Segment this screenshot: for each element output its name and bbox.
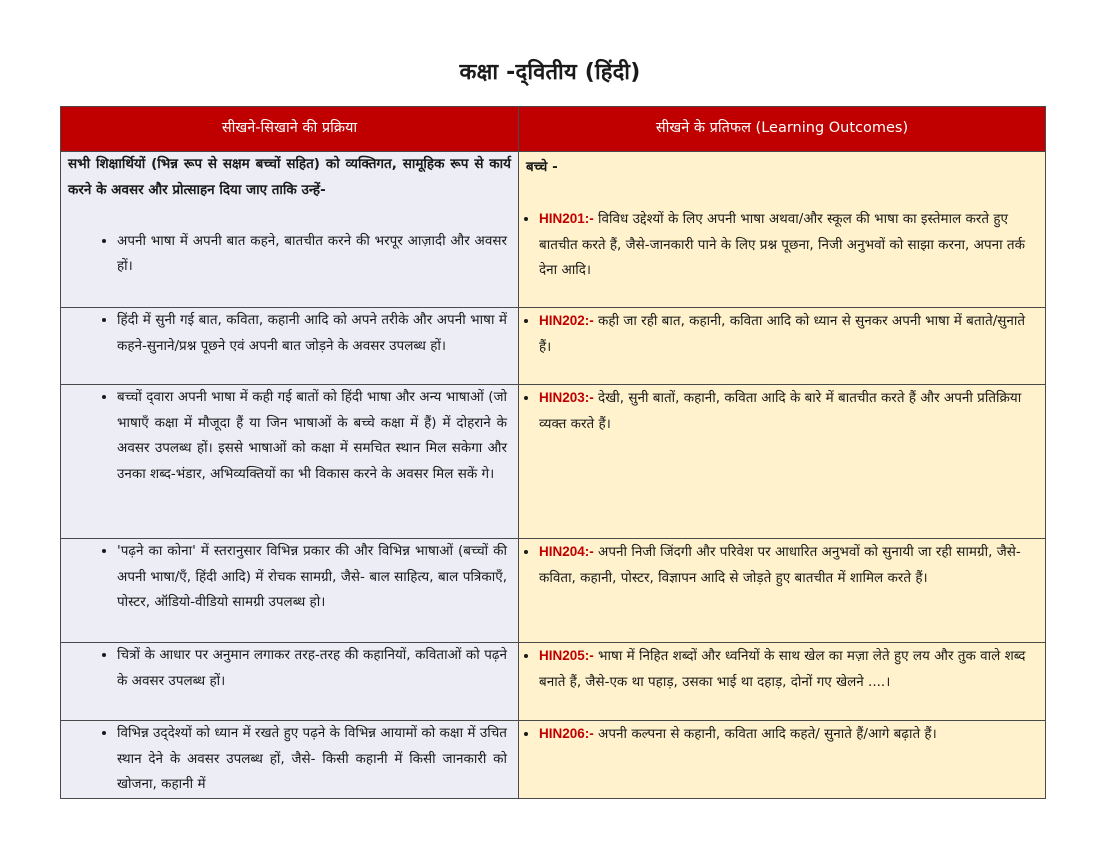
process-intro: सभी शिक्षार्थियों (भिन्न रूप से सक्षम बच्चों सहित) को व्यक्तिगत, सामूहिक रूप से कार्य करने के अवसर और प्रोत्साहन दिया जाए ताकि उन्हें- bbox=[68, 156, 511, 198]
table-row bbox=[61, 152, 1046, 308]
outcome-list bbox=[526, 385, 1038, 437]
table-row bbox=[61, 721, 1046, 799]
outcome-item bbox=[539, 385, 1038, 437]
outcome-list bbox=[526, 206, 1038, 284]
outcome-list bbox=[526, 308, 1038, 360]
header-learning-outcomes: सीखने के प्रतिफल (Learning Outcomes) bbox=[519, 107, 1046, 152]
table-row bbox=[61, 539, 1046, 643]
outcome-text: अपनी कल्पना से कहानी, कविता आदि कहते/ सुनाते हैं/आगे बढ़ाते हैं। bbox=[593, 726, 937, 742]
outcome-text: अपनी निजी जिंदगी और परिवेश पर आधारित अनुभवों को सुनायी जा रही सामग्री, जैसे- कविता, कहानी, पोस्टर, विज्ञापन आदि से जोड़ते हुए बातचीत में शामिल करते हैं। bbox=[539, 544, 1021, 586]
outcome-cell bbox=[519, 539, 1046, 643]
outcome-code: HIN202:- bbox=[539, 313, 594, 328]
outcome-cell bbox=[519, 308, 1046, 385]
outcome-item bbox=[539, 539, 1038, 591]
outcome-cell bbox=[519, 643, 1046, 721]
process-cell bbox=[61, 643, 519, 721]
outcome-list bbox=[526, 539, 1038, 591]
table-row bbox=[61, 643, 1046, 721]
outcome-code: HIN204:- bbox=[539, 544, 594, 559]
process-cell bbox=[61, 721, 519, 799]
outcome-code: HIN205:- bbox=[539, 648, 594, 663]
page-title: कक्षा -द्‌वितीय (हिंदी) bbox=[459, 60, 641, 85]
process-cell bbox=[61, 152, 519, 308]
outcome-list bbox=[526, 721, 1038, 748]
process-item: • बच्चों द्‌वारा अपनी भाषा में कही गई बातों को हिंदी भाषा और अन्य भाषाओं (जो भाषाएँ कक्षा में मौजूदा हैं या जिन भाषाओं के बच्चे कक्षा में हैं) में दोहराने के अवसर उपलब्ध हों। इससे भाषाओं को कक्षा में समचित स्थान मिल सकेगा और उनका शब्द-भंडार, अभिव्यक्तियों का भी विकास करने के अवसर मिल सकें गे। bbox=[117, 385, 511, 487]
process-cell bbox=[61, 385, 519, 539]
outcome-item bbox=[539, 721, 1038, 748]
outcome-text: कही जा रही बात, कहानी, कविता आदि को ध्यान से सुनकर अपनी भाषा में बताते/सुनाते हैं। bbox=[539, 313, 1026, 355]
outcome-text: भाषा में निहित शब्दों और ध्वनियों के साथ खेल का मज़ा लेते हुए लय और तुक वाले शब्द बनाते हैं, जैसे-एक था पहाड़, उसका भाई था दहाड़, दोनों गए खेलने ....। bbox=[539, 648, 1026, 690]
process-list bbox=[68, 539, 511, 616]
process-list bbox=[68, 721, 511, 798]
outcome-cell bbox=[519, 152, 1046, 308]
learning-outcomes-table bbox=[60, 106, 1046, 799]
process-list bbox=[68, 385, 511, 487]
process-list bbox=[68, 229, 511, 280]
outcome-code: HIN201:- bbox=[539, 211, 594, 226]
table-row bbox=[61, 385, 1046, 539]
header-teaching-process: सीखने-सिखाने की प्रक्रिया bbox=[61, 107, 519, 152]
outcome-intro: बच्चे - bbox=[526, 159, 558, 175]
table-row bbox=[61, 308, 1046, 385]
outcome-item bbox=[539, 308, 1038, 360]
process-list bbox=[68, 308, 511, 359]
table-header-row bbox=[61, 107, 1046, 152]
outcome-text: विविध उद्देश्यों के लिए अपनी भाषा अथवा/और स्कूल की भाषा का इस्तेमाल करते हुए बातचीत करते हैं, जैसे-जानकारी पाने के लिए प्रश्न पूछना, निजी अनुभवों को साझा करना, अपना तर्क देना आदि। bbox=[539, 211, 1025, 278]
outcome-item bbox=[539, 643, 1038, 695]
process-cell bbox=[61, 308, 519, 385]
process-item: • विभिन्न उद्‌देश्यों को ध्यान में रखते हुए पढ़ने के विभिन्न आयामों को कक्षा में उचित स्थान देने के अवसर उपलब्ध हों, जैसे- किसी कहानी में किसी जानकारी को खोजना, कहानी में bbox=[117, 721, 511, 798]
outcome-list bbox=[526, 643, 1038, 695]
process-item: • 'पढ़ने का कोना' में स्तरानुसार विभिन्न प्रकार की और विभिन्न भाषाओं (बच्चों की अपनी भाषा/एँ, हिंदी आदि) में रोचक सामग्री, जैसे- बाल साहित्य, बाल पत्रिकाएँ, पोस्टर, ऑडियो-वीडियो सामग्री उपलब्ध हो। bbox=[117, 539, 511, 616]
outcome-cell bbox=[519, 721, 1046, 799]
outcome-code: HIN203:- bbox=[539, 390, 594, 405]
process-list bbox=[68, 643, 511, 694]
outcome-cell bbox=[519, 385, 1046, 539]
process-cell bbox=[61, 539, 519, 643]
outcome-text: देखी, सुनी बातों, कहानी, कविता आदि के बारे में बातचीत करते हैं और अपनी प्रतिक्रिया व्यक्त करते हैं। bbox=[539, 390, 1022, 432]
outcome-item bbox=[539, 206, 1038, 284]
outcome-code: HIN206:- bbox=[539, 726, 594, 741]
process-item: • हिंदी में सुनी गई बात, कविता, कहानी आदि को अपने तरीके और अपनी भाषा में कहने-सुनाने/प्रश्न पूछने एवं अपनी बात जोड़ने के अवसर उपलब्ध हों। bbox=[117, 308, 511, 359]
process-item: • चित्रों के आधार पर अनुमान लगाकर तरह-तरह की कहानियों, कविताओं को पढ़ने के अवसर उपलब्ध हों। bbox=[117, 643, 511, 694]
process-item: • अपनी भाषा में अपनी बात कहने, बातचीत करने की भरपूर आज़ादी और अवसर हों। bbox=[117, 229, 511, 280]
